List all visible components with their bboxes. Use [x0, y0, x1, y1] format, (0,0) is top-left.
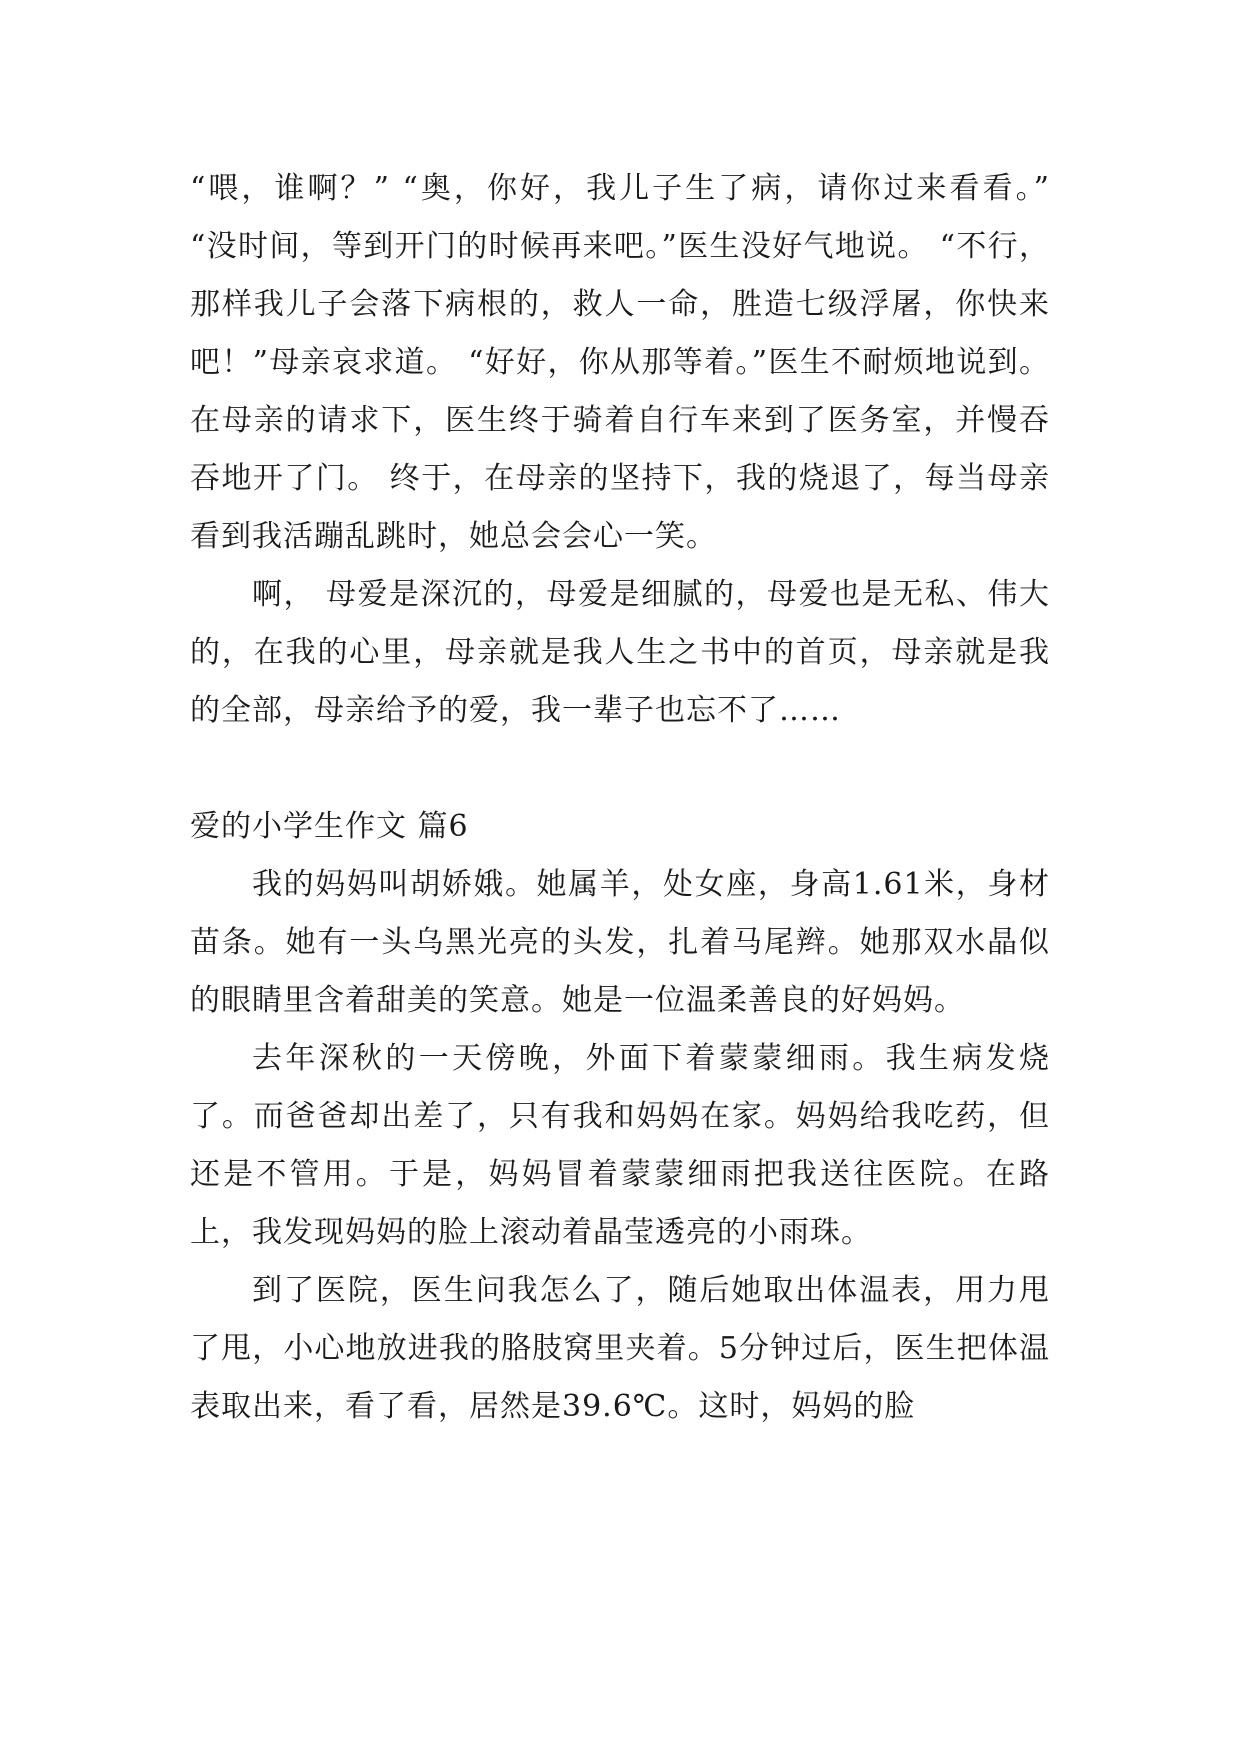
section-spacer [190, 740, 1050, 798]
document-body [190, 160, 1050, 1436]
paragraph-hospital: 到了医院，医生问我怎么了，随后她取出体温表，用力甩了甩，小心地放进我的胳肢窝里夹着。5分钟过后，医生把体温表取出来，看了看，居然是39.6℃。这时，妈妈的脸 [190, 1273, 1050, 1424]
paragraph-conclusion: 啊， 母爱是深沉的，母爱是细腻的，母爱也是无私、伟大的，在我的心里，母亲就是我人生之书中的首页，母亲就是我的全部，母亲给予的爱，我一辈子也忘不了…… [190, 577, 1050, 728]
paragraph-rainy-evening: 去年深秋的一天傍晚，外面下着蒙蒙细雨。我生病发烧了。而爸爸却出差了，只有我和妈妈在家。妈妈给我吃药，但还是不管用。于是，妈妈冒着蒙蒙细雨把我送往医院。在路上，我发现妈妈的脸上滚动着晶莹透亮的小雨珠。 [190, 1041, 1050, 1250]
paragraph-mother-description: 我的妈妈叫胡娇娥。她属羊，处女座，身高1.61米，身材苗条。她有一头乌黑光亮的头发，扎着马尾辫。她那双水晶似的眼睛里含着甜美的笑意。她是一位温柔善良的好妈妈。 [190, 867, 1050, 1018]
paragraph-dialogue: “喂，谁啊？” “奥，你好，我儿子生了病，请你过来看看。” “没时间，等到开门的时候再来吧。”医生没好气地说。 “不行，那样我儿子会落下病根的，救人一命，胜造七级浮屠，你快来吧！”母亲哀求道。 “好好，你从那等着。”医生不耐烦地说到。 在母亲的请求下，医生终于骑着自行车来到了医务室，并慢吞吞地开了门。 终于，在母亲的坚持下，我的烧退了，每当母亲看到我活蹦乱跳时，她总会会心一笑。 [190, 171, 1050, 554]
section-title: 爱的小学生作文 篇6 [190, 809, 469, 844]
